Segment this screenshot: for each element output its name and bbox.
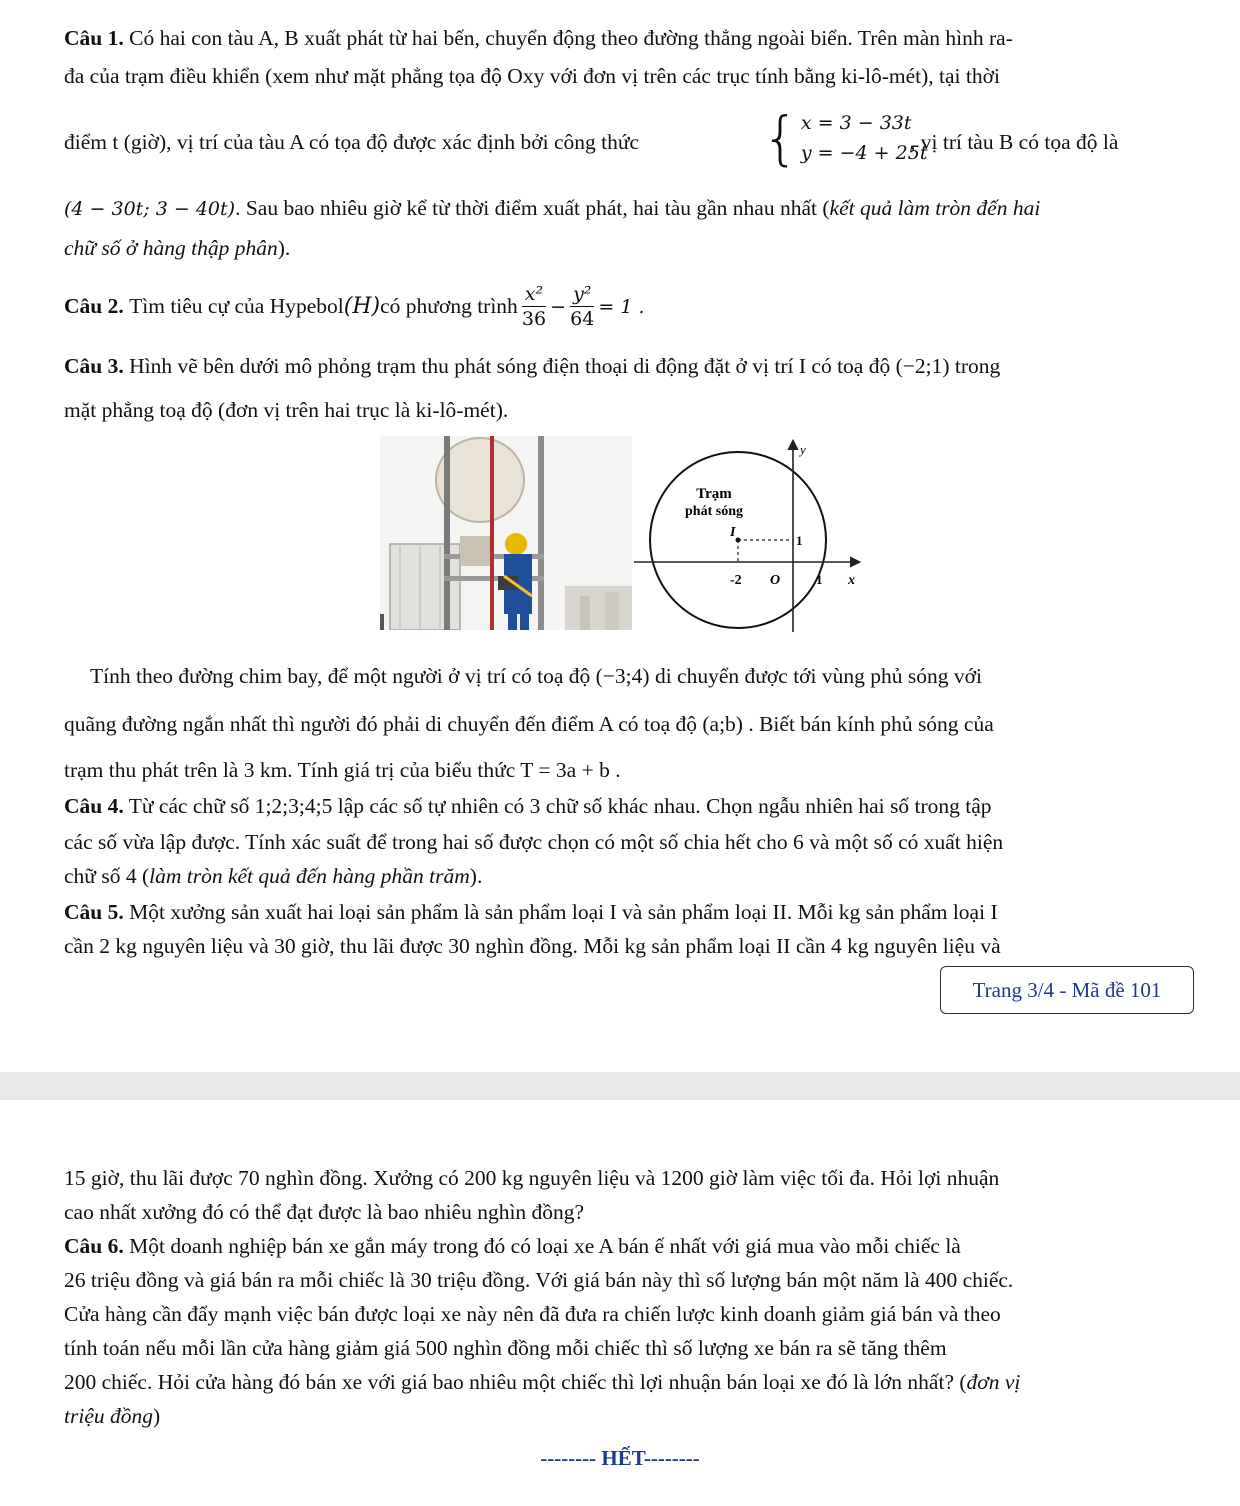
- q4-line-1: [64, 794, 992, 819]
- q3-para2-text-1: Tính theo đường chim bay, để một người ở vị trí có toạ độ (−3;4) di chuyển được tới vùng phủ sóng với: [90, 664, 982, 688]
- tower-photo: [380, 436, 632, 630]
- q4-line-2: [64, 830, 1003, 855]
- q5-text-2: cần 2 kg nguyên liệu và 30 giờ, thu lãi được 30 nghìn đồng. Mỗi kg sản phẩm loại II cần 4 kg nguyên liệu và: [64, 934, 1001, 958]
- q3-para2-text-3: trạm thu phát trên là 3 km. Tính giá trị của biểu thức T = 3a + b .: [64, 758, 621, 782]
- q4-text-3-end: ).: [469, 864, 483, 888]
- tick-1y-label: 1: [796, 533, 803, 548]
- exam-page-4: [0, 1100, 1240, 1506]
- q6-text-2: 26 triệu đồng và giá bán ra mỗi chiếc là 30 triệu đồng. Với giá bán này thì số lượng bán một năm là 400 chiếc.: [64, 1268, 1014, 1292]
- q5-cont-text-2: cao nhất xưởng đó có thể đạt được là bao nhiêu nghìn đồng?: [64, 1200, 585, 1224]
- q1-text-2: đa của trạm điều khiển (xem như mặt phẳng tọa độ Oxy với đơn vị trên các trục tính bằng ki-lô-mét), tại thời: [64, 64, 1000, 88]
- q2-num-2: y²: [570, 282, 594, 307]
- q3-para2-line-3: [64, 758, 621, 783]
- q6-line-1: [64, 1234, 961, 1259]
- q6-text-3: Cửa hàng cần đẩy mạnh việc bán được loại xe này nên đã đưa ra chiến lược kinh doanh giảm giá bán và theo: [64, 1302, 1001, 1326]
- q5-cont-line-2: [64, 1200, 584, 1225]
- q1-text-4-italic: kết quả làm tròn đến hai: [829, 196, 1041, 220]
- q6-text-6-end: ): [152, 1404, 161, 1428]
- station-point: [736, 538, 741, 543]
- system-brace: {: [762, 104, 799, 172]
- q4-line-3: [64, 864, 482, 889]
- q6-line-5: [64, 1370, 1020, 1395]
- page-footer: Trang 3/4 - Mã đề 101: [940, 966, 1194, 1014]
- x-axis-label: x: [848, 573, 855, 588]
- tick-neg2-label: -2: [730, 573, 742, 588]
- q2-name: (H): [343, 294, 381, 319]
- q1-system: [762, 104, 928, 172]
- q3-line-2: [64, 398, 508, 423]
- origin-label: O: [770, 573, 781, 588]
- q6-line-4: [64, 1336, 947, 1361]
- q2-num-1: x²: [522, 282, 546, 307]
- q3-para2-text-2: quãng đường ngắn nhất thì người đó phải di chuyển đến điểm A có toạ độ (a;b) . Biết bán kính phủ sóng của: [64, 712, 994, 736]
- q4-text-3: chữ số 4 (: [64, 864, 150, 888]
- q1-line-5: [64, 236, 290, 261]
- q4-text-2: các số vừa lập được. Tính xác suất để trong hai số được chọn có một số chia hết cho 6 và một số có xuất hiện: [64, 830, 1004, 854]
- q1-text-5-italic: chữ số ở hàng thập phân: [64, 236, 278, 260]
- graph-title-1: Trạm: [696, 486, 732, 502]
- q1-line-3b: [910, 130, 1118, 155]
- q6-text-6-italic: triệu đồng: [64, 1404, 153, 1428]
- q6-line-6: [64, 1404, 160, 1429]
- q2-line: [64, 282, 645, 331]
- q3-label: Câu 3.: [64, 354, 124, 378]
- q2-den-1: 36: [521, 308, 547, 330]
- end-marker: -------- HẾT--------: [540, 1446, 700, 1470]
- q6-text-1: Một doanh nghiệp bán xe gắn máy trong đó có loại xe A bán ế nhất với giá mua vào mỗi chiếc là: [129, 1234, 961, 1258]
- q1-line-3: [64, 130, 639, 155]
- q2-text: Tìm tiêu cự của Hypebol: [129, 294, 344, 318]
- page-separator: [0, 1072, 1240, 1100]
- q1-coord-b: (4 − 30t; 3 − 40t): [64, 198, 236, 220]
- q3-para2-line-2: [64, 712, 994, 737]
- q5-line-1: [64, 900, 998, 925]
- q1-eq-y: y = −4 + 25t: [800, 142, 928, 164]
- q3-text-2: mặt phẳng toạ độ (đơn vị trên hai trục là ki-lô-mét).: [64, 398, 509, 422]
- q4-text-3-italic: làm tròn kết quả đến hàng phần trăm: [149, 864, 470, 888]
- y-axis-label: y: [800, 442, 806, 457]
- q3-line-1: [64, 354, 1000, 379]
- q3-text-1: Hình vẽ bên dưới mô phỏng trạm thu phát sóng điện thoại di động đặt ở vị trí I có toạ độ (−2;1) trong: [129, 354, 1001, 378]
- q5-label: Câu 5.: [64, 900, 124, 924]
- q5-cont-text-1: 15 giờ, thu lãi được 70 nghìn đồng. Xưởng có 200 kg nguyên liệu và 1200 giờ làm việc tối đa. Hỏi lợi nhuận: [64, 1166, 1000, 1190]
- q2-minus: −: [550, 295, 567, 318]
- q2-den-2: 64: [570, 308, 595, 330]
- q6-text-5-italic: đơn vị: [966, 1370, 1021, 1394]
- q6-label: Câu 6.: [64, 1234, 124, 1258]
- q3-para2-line-1: [90, 664, 982, 689]
- q1-text-1: Có hai con tàu A, B xuất phát từ hai bến, chuyển động theo đường thẳng ngoài biển. Trên màn hình ra-: [129, 26, 1013, 50]
- q6-text-5: 200 chiếc. Hỏi cửa hàng đó bán xe với giá bao nhiêu một chiếc thì lợi nhuận bán loại xe đó là lớn nhất? (: [64, 1370, 967, 1394]
- q2-text-2: có phương trình: [380, 294, 518, 318]
- q1-eq-x: x = 3 − 33t: [800, 112, 912, 134]
- coverage-graph: [634, 436, 890, 632]
- q5-text-1: Một xưởng sản xuất hai loại sản phẩm là sản phẩm loại I và sản phẩm loại II. Mỗi kg sản phẩm loại I: [129, 900, 998, 924]
- q6-text-4: tính toán nếu mỗi lần cửa hàng giảm giá 500 nghìn đồng mỗi chiếc thì số lượng xe bán ra sẽ tăng thêm: [64, 1336, 947, 1360]
- q2-frac-2: [570, 282, 594, 331]
- q1-line-2: [64, 64, 1000, 89]
- point-i-label: I: [730, 525, 736, 540]
- q6-line-3: [64, 1302, 1001, 1327]
- graph-title-2: phát sóng: [685, 504, 743, 519]
- q5-cont-line-1: [64, 1166, 999, 1191]
- q1-line-1: [64, 26, 1013, 51]
- q1-text-5-end: ).: [277, 236, 291, 260]
- q4-text-1: Từ các chữ số 1;2;3;4;5 lập các số tự nhiên có 3 chữ số khác nhau. Chọn ngẫu nhiên hai số trong tập: [128, 794, 992, 818]
- q1-text-4: . Sau bao nhiêu giờ kể từ thời điểm xuất phát, hai tàu gần nhau nhất (: [235, 196, 830, 220]
- q2-label: Câu 2.: [64, 294, 124, 318]
- q6-line-2: [64, 1268, 1013, 1293]
- q1-line-4: [64, 196, 1040, 221]
- q2-frac-1: [522, 282, 546, 331]
- q2-rhs: = 1 .: [598, 295, 645, 318]
- q1-text-3b: , vị trí tàu B có tọa độ là: [910, 130, 1119, 154]
- q1-label: Câu 1.: [64, 26, 124, 50]
- q1-text-3: điểm t (giờ), vị trí của tàu A có tọa độ được xác định bởi công thức: [64, 130, 640, 154]
- q5-line-2: [64, 934, 1001, 959]
- tick-1x-label: 1: [816, 572, 823, 587]
- q4-label: Câu 4.: [64, 794, 124, 818]
